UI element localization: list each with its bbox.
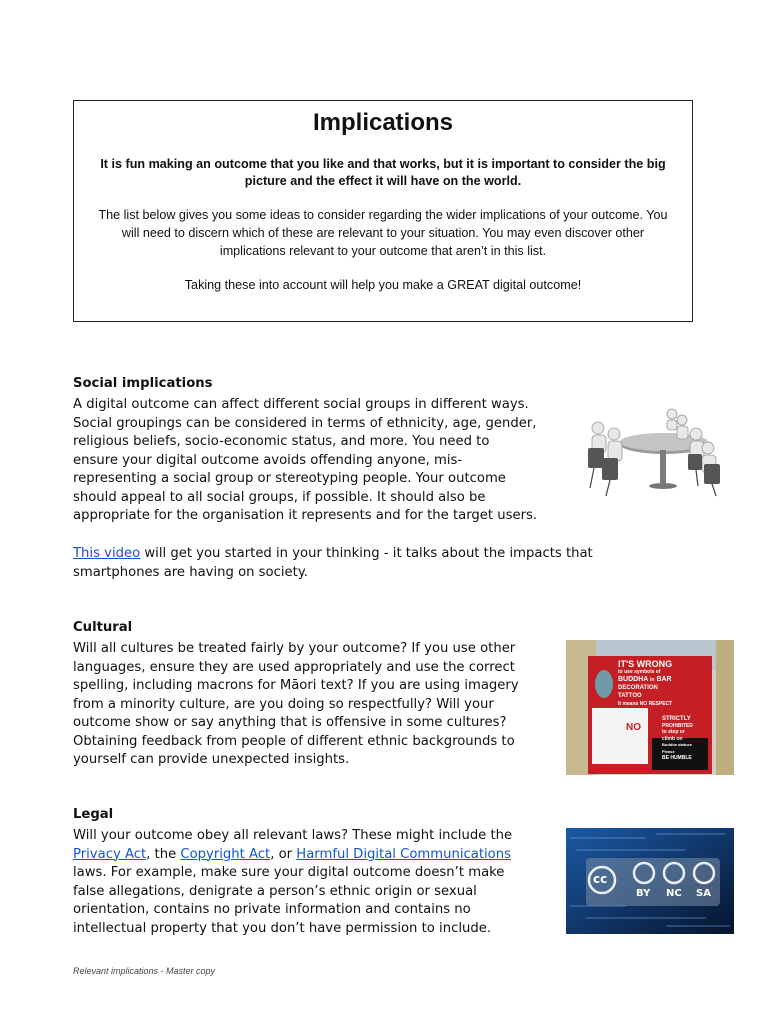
- cultural-heading: Cultural: [73, 620, 133, 635]
- sign-line: BUDDHA: [618, 676, 649, 683]
- sign-line: DECORATION: [618, 685, 658, 691]
- cultural-line: Obtaining feedback from people of different ethnic backgrounds to: [73, 733, 515, 749]
- cultural-line: Will all cultures be treated fairly by your outcome? If you use other: [73, 641, 516, 656]
- social-line: A digital outcome can affect different social groups in different ways.: [73, 397, 529, 412]
- social-heading: Social implications: [73, 376, 213, 391]
- sign-line: PROHIBITED: [662, 722, 693, 729]
- social-paragraph: [73, 396, 537, 526]
- sign-line: BE HUMBLE: [662, 755, 692, 761]
- cultural-line: yourself can provide unexpected insights.: [73, 752, 350, 767]
- creative-commons-image: [566, 828, 734, 934]
- implications-box: [73, 100, 693, 322]
- social-line: should appeal to all social groups, if possible. It should also be: [73, 489, 486, 505]
- cc-by-label: BY: [636, 888, 651, 899]
- sign-line: climb on: [662, 735, 683, 742]
- legal-heading: Legal: [73, 807, 114, 822]
- sign-line: Buddha statues: [662, 742, 693, 747]
- video-text: will get you started in your thinking - it talks about the impacts that: [140, 546, 593, 561]
- privacy-act-link[interactable]: Privacy Act: [73, 846, 147, 862]
- sign-line: Please: [662, 748, 675, 754]
- cc-label: cc: [593, 872, 608, 886]
- sign-line: IT'S WRONG: [618, 659, 673, 669]
- social-line: Social groupings can be considered in terms of ethnicity, age, gender,: [73, 415, 537, 431]
- harmful-digital-communications-link[interactable]: Harmful Digital Communications: [296, 846, 511, 862]
- sign-line: BAR: [656, 676, 672, 683]
- legal-line: Will your outcome obey all relevant laws? These might include the: [73, 828, 513, 843]
- sign-line: to step or: [662, 729, 685, 735]
- legal-separator: , the: [146, 846, 181, 862]
- cultural-line: outcome show or say anything that is offensive in some cultures?: [73, 715, 507, 730]
- this-video-link[interactable]: This video: [73, 546, 141, 561]
- legal-line: false allegations, denigrate a person’s ethnic origin or sexual: [73, 883, 477, 899]
- social-line: ensure your digital outcome avoids offending anyone, mis-: [73, 452, 463, 468]
- video-paragraph: [73, 545, 593, 582]
- intro-paragraph: The list below gives you some ideas to consider regarding the wider implications of your outcome. You will need to discern which of these are relevant to your situation. You may even discover other implications relevant to your outcome that aren’t in this list.: [98, 208, 668, 258]
- lead-paragraph: It is fun making an outcome that you like and that works, but it is important to consider the big picture and the effect it will have on the world.: [100, 157, 666, 188]
- cultural-line: from a minority culture, are you doing so respectfully? Will your: [73, 696, 494, 712]
- social-line: religious beliefs, socio-economic status, and more. You need to: [73, 434, 490, 449]
- legal-paragraph: [73, 827, 512, 938]
- sign-line: TATTOO: [618, 693, 642, 699]
- page-title: Implications: [312, 109, 454, 136]
- copyright-act-link[interactable]: Copyright Act: [180, 846, 271, 862]
- sign-line: It means NO RESPECT: [618, 701, 673, 707]
- closing-paragraph: Taking these into account will help you make a GREAT digital outcome!: [184, 278, 582, 292]
- sign-no: NO: [626, 722, 641, 733]
- cc-nc-label: NC: [666, 888, 682, 899]
- sign-line: in: [650, 677, 655, 683]
- footer-text: Relevant implications - Master copy: [73, 966, 216, 976]
- sign-line: STRICTLY: [662, 716, 691, 722]
- cc-sa-label: SA: [696, 888, 711, 899]
- legal-line: laws. For example, make sure your digital outcome doesn’t make: [73, 865, 505, 880]
- cultural-paragraph: [73, 640, 519, 770]
- legal-line: intellectual property that you don’t have permission to include.: [73, 920, 492, 936]
- sign-line: to use symbols of: [618, 669, 661, 675]
- cultural-line: languages, ensure they are used appropriately and use the correct: [73, 659, 515, 675]
- social-line: representing a social group or stereotyping people. Your outcome: [73, 471, 506, 486]
- social-line: appropriate for the organisation it represents and for the target users.: [73, 508, 538, 523]
- meeting-illustration: [584, 408, 730, 500]
- cultural-line: spelling, including macrons for Māori text? If you are using imagery: [73, 678, 519, 693]
- video-line-2: smartphones are having on society.: [73, 564, 308, 580]
- buddha-sign-photo: [566, 640, 734, 775]
- legal-separator: , or: [270, 846, 297, 862]
- legal-line: orientation, contains no private information and contains no: [73, 902, 471, 917]
